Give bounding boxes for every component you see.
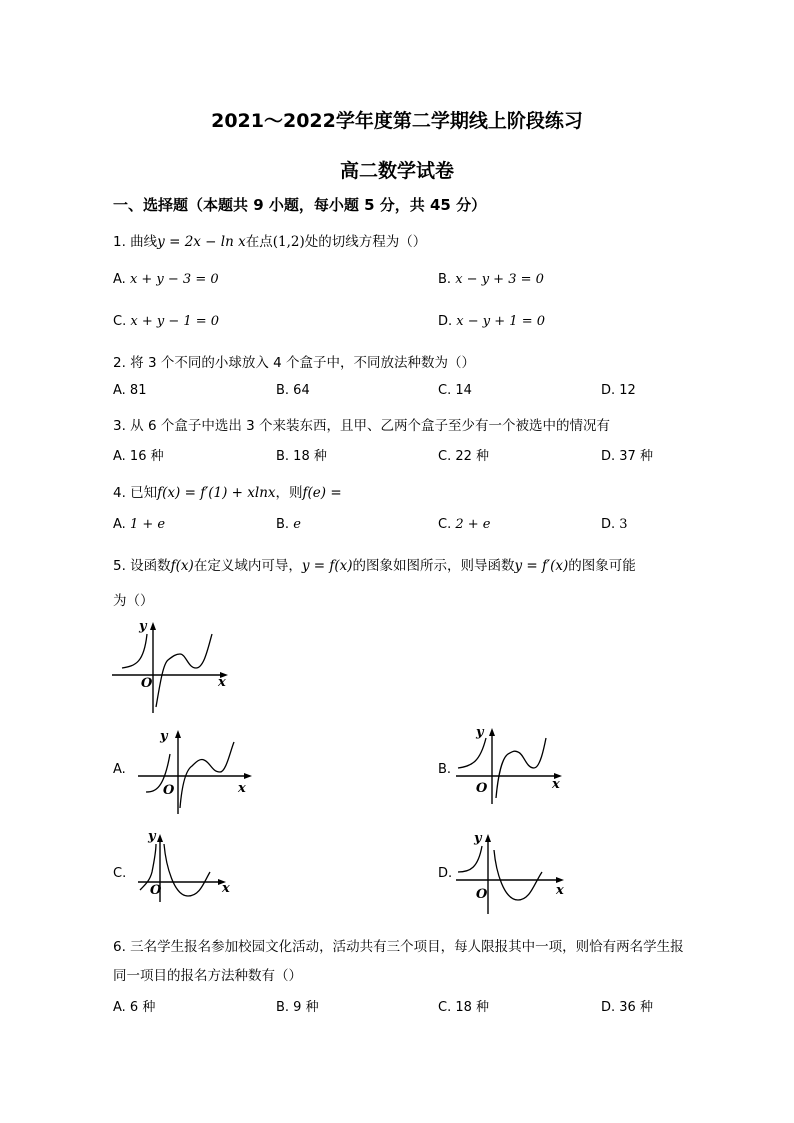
option-text: x − y + 1 = 0	[456, 314, 545, 329]
question-5-line2: 为（）	[113, 593, 154, 609]
q6-option-d[interactable]: D. 36 种	[601, 1000, 653, 1015]
origin-label: O	[150, 883, 162, 898]
question-5	[113, 554, 636, 574]
option-text: e	[293, 517, 301, 532]
origin-label: O	[476, 781, 488, 796]
option-text: 1 + e	[129, 517, 166, 532]
q5-derivative: y = f′(x)	[514, 558, 569, 574]
q3-option-a[interactable]: A. 16 种	[113, 449, 164, 464]
q5-part4: 的图象可能	[568, 558, 636, 574]
curve-right-branch	[180, 742, 234, 808]
q5-option-a-graph[interactable]	[134, 724, 264, 819]
q3-option-d[interactable]: D. 37 种	[601, 449, 653, 464]
question-6: 6. 三名学生报名参加校园文化活动，活动共有三个项目，每人限报其中一项，则恰有两名学生报	[113, 939, 684, 955]
option-text: x + y − 3 = 0	[129, 272, 219, 287]
x-axis-arrow	[244, 773, 252, 779]
q5-option-b-graph[interactable]	[452, 720, 582, 820]
x-axis-label: x	[222, 881, 230, 896]
curve-right-branch	[156, 634, 212, 707]
y-axis-arrow	[175, 730, 181, 738]
curve-right-branch	[164, 844, 210, 896]
q1-mid: 在点	[245, 234, 273, 250]
q5-option-d[interactable]: D.	[438, 866, 453, 881]
curve-right-branch	[494, 850, 542, 900]
q4-equation: f(x) = f′(1) + xlnx	[157, 485, 276, 501]
q1-option-a[interactable]	[113, 272, 219, 287]
question-1	[113, 230, 426, 250]
option-text: 3	[619, 517, 628, 532]
x-axis-label: x	[552, 777, 560, 792]
question-6-line2: 同一项目的报名方法种数有（）	[113, 968, 302, 984]
y-axis-label: y	[474, 831, 482, 846]
y-axis-arrow	[157, 834, 163, 842]
q4-option-d[interactable]	[601, 517, 628, 532]
q1-option-d[interactable]	[438, 314, 545, 329]
q5-option-a[interactable]: A.	[113, 762, 126, 777]
q2-option-b[interactable]: B. 64	[276, 383, 310, 398]
q5-option-c-graph[interactable]	[134, 826, 244, 906]
q5-graph-func: y = f(x)	[301, 558, 353, 574]
option-text: x + y − 1 = 0	[130, 314, 220, 329]
exam-title: 2021～2022学年度第二学期线上阶段练习	[211, 110, 583, 132]
curve-left-branch	[458, 846, 482, 872]
q1-prefix: 1. 曲线	[113, 234, 158, 250]
origin-label: O	[141, 676, 153, 691]
q3-option-c[interactable]: C. 22 种	[438, 449, 490, 464]
q5-part3: 的图象如图所示，则导函数	[352, 558, 515, 574]
q2-option-a[interactable]: A. 81	[113, 383, 147, 398]
q5-part2: 在定义域内可导，	[193, 558, 302, 574]
q2-option-d[interactable]: D. 12	[601, 383, 636, 398]
q3-option-b[interactable]: B. 18 种	[276, 449, 327, 464]
x-axis-label: x	[238, 781, 246, 796]
option-text: x − y + 3 = 0	[455, 272, 544, 287]
question-3: 3. 从 6 个盒子中选出 3 个来装东西，且甲、乙两个盒子至少有一个被选中的情况有	[113, 418, 611, 434]
option-label: D.	[438, 314, 453, 329]
q5-original-graph	[108, 612, 238, 717]
q5-func: f(x)	[170, 558, 194, 574]
q1-option-c[interactable]	[113, 314, 219, 329]
q1-equation: y = 2x − ln x	[157, 234, 246, 250]
option-label: C.	[113, 314, 127, 329]
y-axis-arrow	[489, 728, 495, 736]
q5-option-d-graph[interactable]	[452, 828, 577, 918]
q4-option-b[interactable]	[276, 517, 301, 532]
section-heading: 一、选择题（本题共 9 小题，每小题 5 分，共 45 分）	[113, 196, 487, 214]
q5-option-b[interactable]: B.	[438, 762, 452, 777]
q4-option-c[interactable]	[438, 517, 490, 532]
option-label: A.	[113, 517, 126, 532]
option-label: C.	[438, 517, 452, 532]
x-axis-label: x	[218, 675, 226, 690]
y-axis-arrow	[150, 622, 156, 630]
curve-left-branch	[122, 634, 147, 668]
q4-mid: ，则	[275, 485, 303, 501]
q4-ask: f(e) =	[302, 485, 342, 501]
q5-part1: 5. 设函数	[113, 558, 171, 574]
y-axis-label: y	[160, 729, 168, 744]
origin-label: O	[163, 783, 175, 798]
y-axis-arrow	[485, 834, 491, 842]
q6-option-a[interactable]: A. 6 种	[113, 1000, 156, 1015]
option-text: 2 + e	[455, 517, 491, 532]
curve-left-branch	[458, 738, 486, 768]
q5-option-c[interactable]: C.	[113, 866, 127, 881]
y-axis-label: y	[476, 725, 484, 740]
q1-option-b[interactable]	[438, 272, 544, 287]
q2-option-c[interactable]: C. 14	[438, 383, 472, 398]
question-4	[113, 481, 342, 501]
curve-right-branch	[496, 738, 546, 798]
origin-label: O	[476, 887, 488, 902]
q1-suffix: 处的切线方程为（）	[304, 234, 427, 250]
exam-subtitle: 高二数学试卷	[339, 160, 454, 182]
q1-point: (1,2)	[272, 234, 305, 250]
q6-option-b[interactable]: B. 9 种	[276, 1000, 319, 1015]
option-label: D.	[601, 517, 616, 532]
x-axis-label: x	[556, 883, 564, 898]
q4-option-a[interactable]	[113, 517, 165, 532]
question-2: 2. 将 3 个不同的小球放入 4 个盒子中，不同放法种数为（）	[113, 355, 476, 371]
q4-prefix: 4. 已知	[113, 485, 158, 501]
y-axis-label: y	[139, 619, 147, 634]
q6-option-c[interactable]: C. 18 种	[438, 1000, 490, 1015]
option-label: B.	[438, 272, 452, 287]
y-axis-label: y	[148, 829, 156, 844]
option-label: A.	[113, 272, 126, 287]
option-label: B.	[276, 517, 290, 532]
